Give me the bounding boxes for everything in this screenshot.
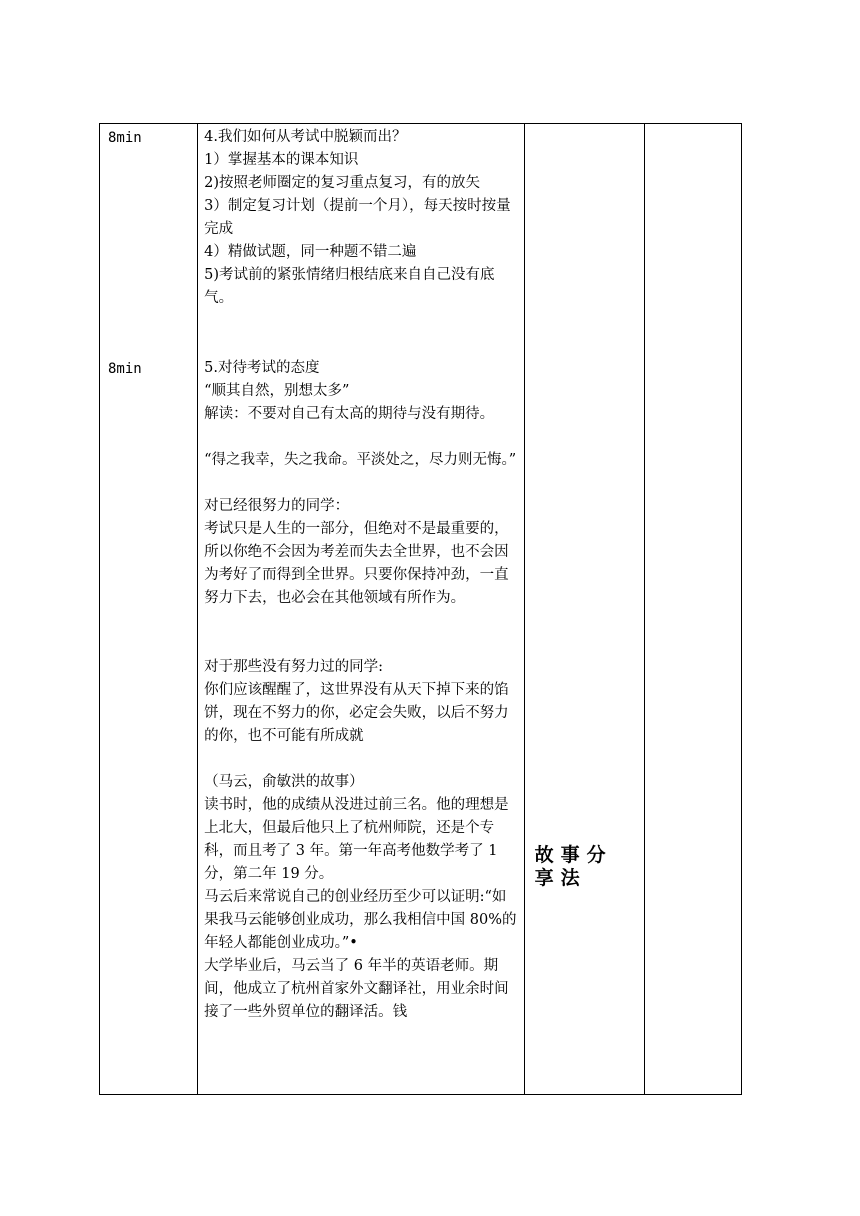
section-5-content xyxy=(204,357,518,1024)
section-5-heading: 5.对待考试的态度 xyxy=(204,360,320,376)
non-hardworking-students-text: 你们应该醒醒了，这世界没有从天下掉下来的馅饼，现在不努力的你，必定会失败，以后不努力的你，也不可能有所成就 xyxy=(204,682,509,744)
quote-fortune: “得之我幸，失之我命。平淡处之，尽力则无悔。” xyxy=(204,452,517,468)
story-title: （马云，俞敏洪的故事） xyxy=(204,774,364,790)
section-4-heading: 4.我们如何从考试中脱颖而出？ xyxy=(204,129,407,145)
quote-go-with-flow: “顺其自然，别想太多” xyxy=(204,383,350,399)
spacer xyxy=(204,472,518,495)
section-4-point-4: 4）精做试题，同一种题不错二遍 xyxy=(204,244,417,260)
table-row xyxy=(100,124,742,1095)
time-column xyxy=(100,124,198,1095)
non-hardworking-students-heading: 对于那些没有努力过的同学: xyxy=(204,659,384,675)
time-label-section-5: 8min xyxy=(108,361,142,377)
spacer xyxy=(204,426,518,449)
content-column xyxy=(198,124,525,1095)
hardworking-students-heading: 对已经很努力的同学： xyxy=(204,498,350,514)
spacer xyxy=(204,748,518,771)
section-4-point-5: 5)考试前的紧张情绪归根结底来自自己没有底气。 xyxy=(204,267,495,306)
story-paragraph-3: 大学毕业后，马云当了 6 年半的英语老师。期间，他成立了杭州首家外文翻译社，用业余时间接了一些外贸单位的翻译活。钱 xyxy=(204,958,509,1020)
time-label-section-4: 8min xyxy=(108,130,142,146)
notes-column xyxy=(644,124,741,1095)
section-4-point-1: 1）掌握基本的课本知识 xyxy=(204,152,359,168)
method-column xyxy=(524,124,644,1095)
spacer xyxy=(204,610,518,633)
section-4-point-2: 2)按照老师圈定的复习重点复习，有的放矢 xyxy=(204,175,481,191)
hardworking-students-text: 考试只是人生的一部分，但绝对不是最重要的，所以你绝不会因为考差而失去全世界，也不会因为考好了而得到全世界。只要你保持冲劲，一直努力下去，也必会在其他领域有所作为。 xyxy=(204,521,509,606)
story-paragraph-2: 马云后来常说自己的创业经历至少可以证明:“如果我马云能够创业成功，那么我相信中国 80%的年轻人都能创业成功。”• xyxy=(204,889,517,951)
section-4-content xyxy=(204,126,518,310)
lesson-plan-table xyxy=(99,123,742,1095)
teaching-method-label: 故事分享法 xyxy=(534,844,613,889)
spacer xyxy=(204,633,518,656)
story-paragraph-1: 读书时，他的成绩从没进过前三名。他的理想是上北大，但最后他只上了杭州师院，还是个专科，而且考了 3 年。第一年高考他数学考了 1 分，第二年 19 分。 xyxy=(204,797,509,882)
interpretation-text: 解读：不要对自己有太高的期待与没有期待。 xyxy=(204,406,495,422)
section-4-point-3: 3）制定复习计划（提前一个月），每天按时按量完成 xyxy=(204,198,511,237)
